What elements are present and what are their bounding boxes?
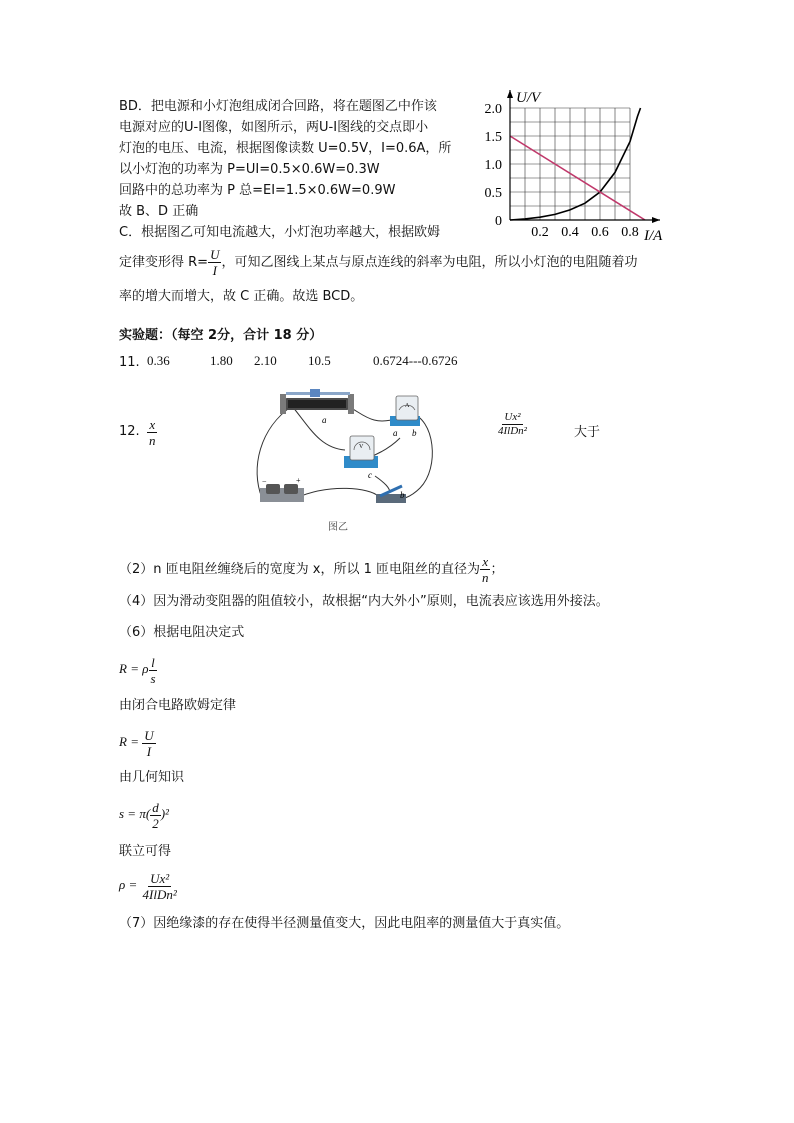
p2-fraction xyxy=(480,555,491,584)
q11-answer-1: 0.36 xyxy=(147,353,170,368)
label-b-switch: b xyxy=(400,490,405,500)
rheostat-icon xyxy=(280,389,354,414)
formula-2-fraction xyxy=(142,729,155,758)
text-ohm-law: 由闭合电路欧姆定律 xyxy=(119,698,237,713)
text-geometry: 由几何知识 xyxy=(119,770,185,785)
ammeter-icon xyxy=(390,396,420,426)
chart-x-arrow xyxy=(652,217,660,223)
q12-frac-den: n xyxy=(149,433,156,448)
q12-formula-den: 4IlDn² xyxy=(498,425,527,437)
solution-line-8-pre: 定律变形得 R= xyxy=(119,255,209,270)
p2-text-end: ； xyxy=(490,562,504,577)
q11-number: 11. xyxy=(119,355,140,370)
explanation-p4: （4）因为滑动变阻器的阻值较小，故根据“内大外小”原则，电流表应该选用外接法。 xyxy=(119,594,609,609)
ohm-fraction-den: I xyxy=(212,263,217,278)
solution-line-8-post: ，可知乙图线上某点与原点连线的斜率为电阻，所以小灯泡的电阻随着功 xyxy=(221,255,638,270)
explanation-p6: （6）根据电阻决定式 xyxy=(119,625,245,640)
formula-1 xyxy=(119,652,158,686)
q12-answer-larger: 大于 xyxy=(574,425,601,440)
formula-1-lhs: R = ρ xyxy=(119,661,149,676)
solution-line-2: 电源对应的U-I图像，如图所示，两U-I图线的交点即小 xyxy=(119,120,429,135)
solution-line-5: 回路中的总功率为 P 总=EI=1.5×0.6W=0.9W xyxy=(119,183,396,198)
voltmeter-icon xyxy=(344,436,378,468)
svg-text:V: V xyxy=(359,444,364,450)
chart-x-tick-label: 0.4 xyxy=(561,225,579,240)
solution-line-1: BD．把电源和小灯泡组成闭合回路，将在题图乙中作该 xyxy=(119,99,437,114)
q12-number: 12. xyxy=(119,424,140,439)
explanation-p7: （7）因绝缘漆的存在使得半径测量值变大，因此电阻率的测量值大于真实值。 xyxy=(119,916,570,931)
solution-line-4: 以小灯泡的功率为 P=UI=0.5×0.6W=0.3W xyxy=(119,162,380,177)
formula-3-num: d xyxy=(152,799,159,815)
figure-caption: 图乙 xyxy=(328,522,348,533)
label-b-ammeter: b xyxy=(412,428,417,438)
chart-y-tick-label: 0.5 xyxy=(484,186,502,201)
formula-1-fraction xyxy=(148,656,157,685)
p2-text: （2）n 匝电阻丝缠绕后的宽度为 x，所以 1 匝电阻丝的直径为 xyxy=(119,562,481,577)
solution-line-7: C．根据图乙可知电流越大，小灯泡功率越大，根据欧姆 xyxy=(119,225,441,240)
formula-4 xyxy=(119,868,179,902)
svg-text:A: A xyxy=(405,403,410,409)
formula-2-den: I xyxy=(146,743,152,759)
formula-1-num: l xyxy=(151,654,155,670)
p2-frac-num: x xyxy=(482,554,489,569)
formula-3-rhs: )² xyxy=(160,806,169,821)
text-combine: 联立可得 xyxy=(119,844,172,859)
chart-x-tick-label: 0.2 xyxy=(531,225,549,240)
experiment-heading: 实验题：（每空 2分，合计 18 分） xyxy=(119,328,323,343)
ohm-fraction-num: U xyxy=(210,247,220,262)
label-a-ammeter: a xyxy=(393,428,398,438)
solution-line-9: 率的增大而增大，故 C 正确。故选 BCD。 xyxy=(119,289,364,304)
q11-answer-3: 2.10 xyxy=(254,353,277,368)
chart-xlabel: I/A xyxy=(644,228,663,244)
chart-ylabel: U/V xyxy=(516,90,541,106)
chart-x-tick-label: 0.6 xyxy=(591,225,609,240)
label-c-voltmeter: c xyxy=(368,470,372,480)
chart-y-tick-label: 0 xyxy=(495,214,502,229)
q12-formula xyxy=(496,412,529,437)
p2-frac-den: n xyxy=(482,570,489,585)
q12-answer-fraction xyxy=(147,418,158,447)
ui-chart xyxy=(470,82,680,252)
q11-row xyxy=(119,353,140,373)
formula-1-den: s xyxy=(150,670,156,686)
formula-2 xyxy=(119,725,156,759)
ohm-fraction xyxy=(208,248,221,277)
explanation-p2 xyxy=(119,555,504,584)
formula-2-num: U xyxy=(144,727,154,743)
chart-y-arrow xyxy=(507,90,513,98)
q12-formula-num: Ux² xyxy=(504,411,521,423)
q11-answer-4: 10.5 xyxy=(308,353,331,368)
q12-frac-num: x xyxy=(149,417,156,432)
circuit-figure xyxy=(250,388,440,513)
formula-3-den: 2 xyxy=(152,815,159,831)
formula-2-lhs: R = xyxy=(119,734,139,749)
label-plus: + xyxy=(296,476,301,485)
battery-icon xyxy=(260,484,304,502)
solution-line-3: 灯泡的电压、电流，根据图像读数 U=0.5V，I=0.6A，所 xyxy=(119,141,452,156)
chart-y-tick-label: 1.5 xyxy=(484,130,502,145)
chart-y-tick-label: 2.0 xyxy=(484,102,502,117)
chart-x-tick-label: 0.8 xyxy=(621,225,639,240)
formula-3-lhs: s = π( xyxy=(119,806,151,821)
formula-3-fraction xyxy=(150,801,161,830)
formula-3 xyxy=(119,797,169,831)
formula-4-den: 4IlDn² xyxy=(142,886,177,902)
formula-4-num: Ux² xyxy=(150,870,170,886)
q11-answer-2: 1.80 xyxy=(210,353,233,368)
chart-y-tick-label: 1.0 xyxy=(484,158,502,173)
q11-answer-5: 0.6724---0.6726 xyxy=(373,353,458,368)
label-minus: − xyxy=(262,477,267,486)
chart-grid xyxy=(510,108,630,220)
formula-4-lhs: ρ = xyxy=(119,877,138,892)
formula-4-fraction xyxy=(141,872,179,901)
solution-line-6: 故 B、D 正确 xyxy=(119,204,199,219)
solution-line-8 xyxy=(119,248,637,278)
label-a-rheostat: a xyxy=(322,415,327,425)
